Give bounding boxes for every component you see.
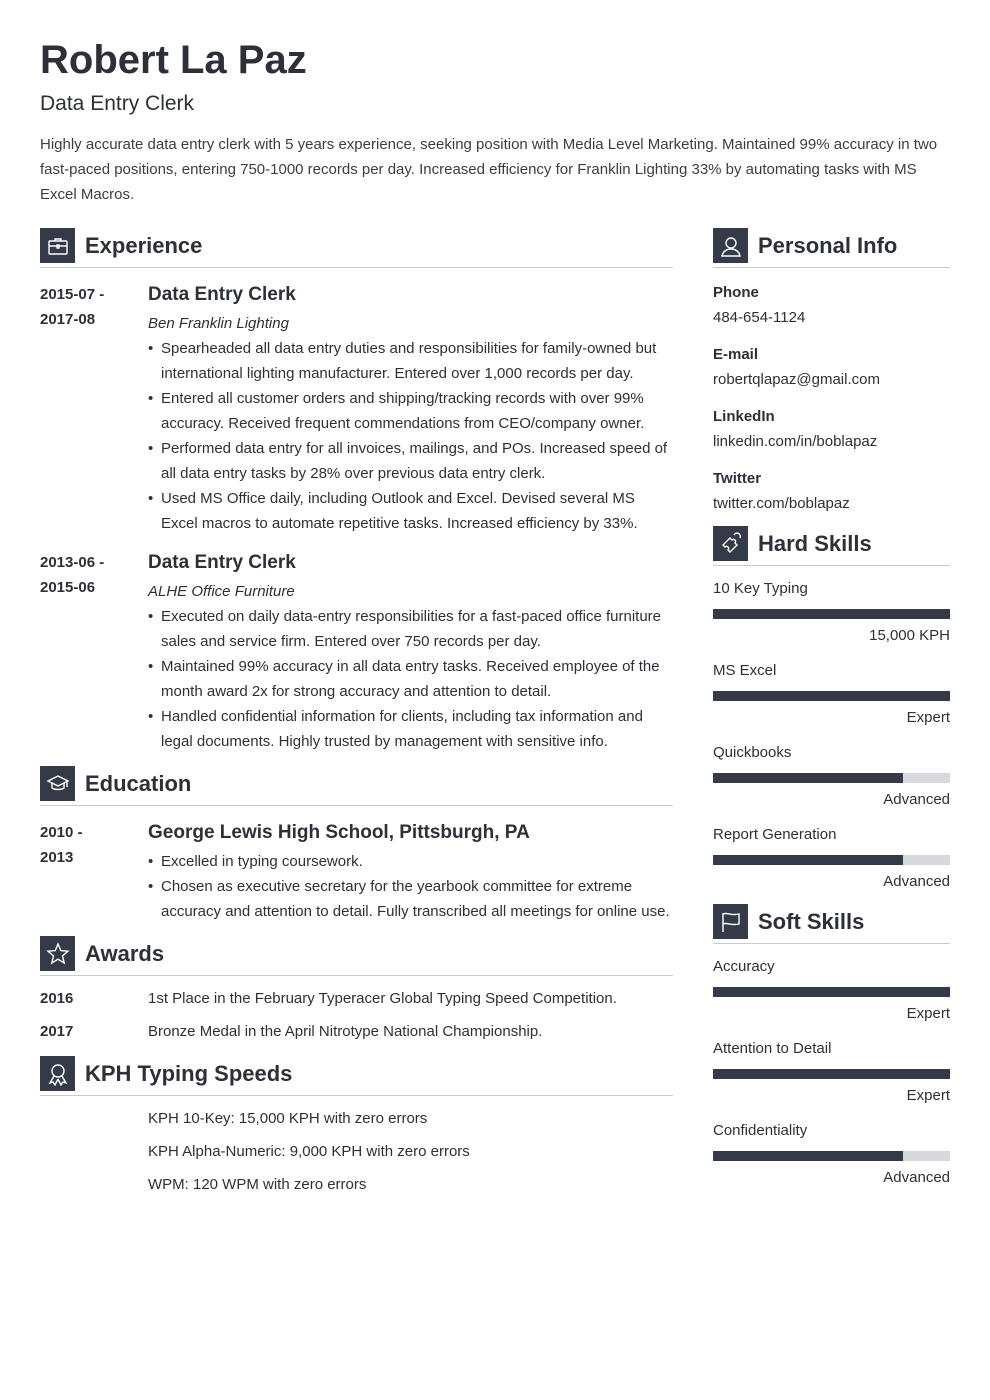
award-item [40, 1019, 673, 1044]
skill-bar-fill [713, 691, 950, 701]
bullet-item: • Used MS Office daily, including Outlook and Excel. Devised several MS Excel macros to automate repetitive tasks. Increased efficiency by 33%. [148, 486, 673, 536]
phone-value: 484-654-1124 [713, 309, 806, 326]
personal-info-section [713, 228, 950, 516]
skill-level: Advanced [883, 791, 950, 808]
typing-section [40, 1056, 673, 1197]
skill-level: Expert [906, 1005, 950, 1022]
job-entry [40, 282, 673, 536]
job-role: Data Entry Clerk [148, 284, 296, 305]
school-name: George Lewis High School, Pittsburgh, PA [148, 822, 530, 843]
skill-item [713, 1036, 950, 1108]
award-text: Bronze Medal in the April Nitrotype National Championship. [148, 1023, 543, 1040]
typing-speed-item: KPH Alpha-Numeric: 9,000 KPH with zero errors [148, 1143, 470, 1160]
skill-bar-fill [713, 987, 950, 997]
section-title: Education [85, 770, 192, 796]
job-bullets [148, 336, 673, 536]
skill-item [713, 576, 950, 648]
bullet-item: • Spearheaded all data entry duties and responsibilities for family-owned but international lighting manufacturer. Entered over 1,000 records per day. [148, 336, 673, 386]
skill-level: Advanced [883, 873, 950, 890]
award-year: 2016 [40, 990, 74, 1007]
soft-skill-list [713, 954, 950, 1190]
section-title: Experience [85, 232, 203, 258]
candidate-title: Data Entry Clerk [40, 92, 195, 115]
soft-skills-heading [713, 904, 950, 939]
skill-bar [713, 987, 950, 997]
date-start: 2010 - [40, 824, 83, 841]
skill-level: Advanced [883, 1169, 950, 1186]
skill-item [713, 822, 950, 894]
experience-heading [40, 228, 673, 263]
award-text: 1st Place in the February Typeracer Global Typing Speed Competition. [148, 990, 617, 1007]
skill-bar-fill [713, 773, 903, 783]
education-bullets [148, 849, 673, 924]
award-year: 2017 [40, 1023, 74, 1040]
person-icon [713, 228, 748, 263]
bullet-item: • Chosen as executive secretary for the yearbook committee for extreme accuracy and attention to detail. Fully transcribed all meetings for online use. [148, 874, 673, 924]
skill-level: Expert [906, 1087, 950, 1104]
ribbon-icon [40, 1056, 75, 1091]
skill-name: MS Excel [713, 662, 777, 679]
date-end: 2017-08 [40, 311, 96, 328]
hard-skills-heading [713, 526, 950, 561]
hard-skills-section [713, 526, 950, 894]
candidate-name: Robert La Paz [40, 38, 307, 82]
experience-section [40, 228, 673, 754]
flag-icon [713, 904, 748, 939]
skill-bar [713, 1069, 950, 1079]
skill-level: Expert [906, 709, 950, 726]
puzzle-icon [713, 526, 748, 561]
skill-name: Confidentiality [713, 1122, 808, 1139]
phone-label: Phone [713, 284, 759, 301]
job-date [40, 282, 148, 536]
left-column [40, 228, 673, 1197]
skill-name: Quickbooks [713, 744, 792, 761]
email-label: E-mail [713, 346, 759, 363]
hard-skill-list [713, 576, 950, 894]
awards-section [40, 936, 673, 1044]
typing-speed-item: KPH 10-Key: 15,000 KPH with zero errors [148, 1110, 428, 1127]
skill-name: Accuracy [713, 958, 775, 975]
right-column [713, 228, 950, 1190]
graduation-cap-icon [40, 766, 75, 801]
star-icon [40, 936, 75, 971]
skill-name: Report Generation [713, 826, 837, 843]
bullet-item: • Excelled in typing coursework. [148, 849, 673, 874]
job-entry [40, 550, 673, 754]
bullet-item: • Maintained 99% accuracy in all data entry tasks. Received employee of the month award 2x for strong accuracy and attention to detail. [148, 654, 673, 704]
date-end: 2013 [40, 849, 74, 866]
section-title: Personal Info [758, 232, 898, 258]
skill-bar [713, 691, 950, 701]
bullet-item: • Executed on daily data-entry responsibilities for a fast-paced office furniture sales and service firm. Entered over 750 records per day. [148, 604, 673, 654]
section-title: Awards [85, 940, 165, 966]
job-role: Data Entry Clerk [148, 552, 296, 573]
section-title: Soft Skills [758, 908, 865, 934]
skill-item [713, 954, 950, 1026]
skill-level: 15,000 KPH [869, 627, 950, 644]
typing-speed-item: WPM: 120 WPM with zero errors [148, 1176, 367, 1193]
twitter-value[interactable]: twitter.com/boblapaz [713, 495, 850, 512]
education-date [40, 820, 148, 924]
job-bullets [148, 604, 673, 754]
job-company: Ben Franklin Lighting [148, 315, 289, 332]
education-section [40, 766, 673, 924]
section-title: Hard Skills [758, 530, 872, 556]
typing-heading [40, 1056, 673, 1091]
section-title: KPH Typing Speeds [85, 1060, 293, 1086]
skill-bar [713, 609, 950, 619]
education-entry [40, 820, 673, 924]
award-item [40, 986, 673, 1011]
skill-bar-fill [713, 855, 903, 865]
skill-name: 10 Key Typing [713, 580, 808, 597]
personal-info-heading [713, 228, 950, 263]
skill-bar [713, 773, 950, 783]
bullet-item: • Performed data entry for all invoices, mailings, and POs. Increased speed of all data entry tasks by 28% over previous data entry clerk. [148, 436, 673, 486]
linkedin-label: LinkedIn [713, 408, 775, 425]
soft-skills-section [713, 904, 950, 1190]
twitter-label: Twitter [713, 470, 762, 487]
summary-text: Highly accurate data entry clerk with 5 years experience, seeking position with Media Level Marketing. Maintained 99% accuracy in two fast-paced positions, entering 750-1000 records per day. Increased efficiency for Franklin Lighting 33% by automating tasks with MS Excel Macros. [40, 136, 938, 203]
skill-bar-fill [713, 1069, 950, 1079]
bullet-item: • Entered all customer orders and shipping/tracking records with over 99% accuracy. Received frequent commendations from CEO/company owner. [148, 386, 673, 436]
date-start: 2015-07 - [40, 286, 105, 303]
date-end: 2015-06 [40, 579, 96, 596]
skill-name: Attention to Detail [713, 1040, 832, 1057]
skill-item [713, 658, 950, 730]
skill-bar-fill [713, 609, 950, 619]
job-company: ALHE Office Furniture [148, 583, 295, 600]
skill-item [713, 740, 950, 812]
awards-heading [40, 936, 673, 971]
email-value[interactable]: robertqlapaz@gmail.com [713, 371, 880, 388]
linkedin-value[interactable]: linkedin.com/in/boblapaz [713, 433, 878, 450]
job-date [40, 550, 148, 754]
briefcase-icon [40, 228, 75, 263]
skill-item [713, 1118, 950, 1190]
skill-bar [713, 855, 950, 865]
skill-bar [713, 1151, 950, 1161]
skill-bar-fill [713, 1151, 903, 1161]
date-start: 2013-06 - [40, 554, 105, 571]
bullet-item: • Handled confidential information for clients, including tax information and legal documents. Highly trusted by management with sensitive info. [148, 704, 673, 754]
education-heading [40, 766, 673, 801]
